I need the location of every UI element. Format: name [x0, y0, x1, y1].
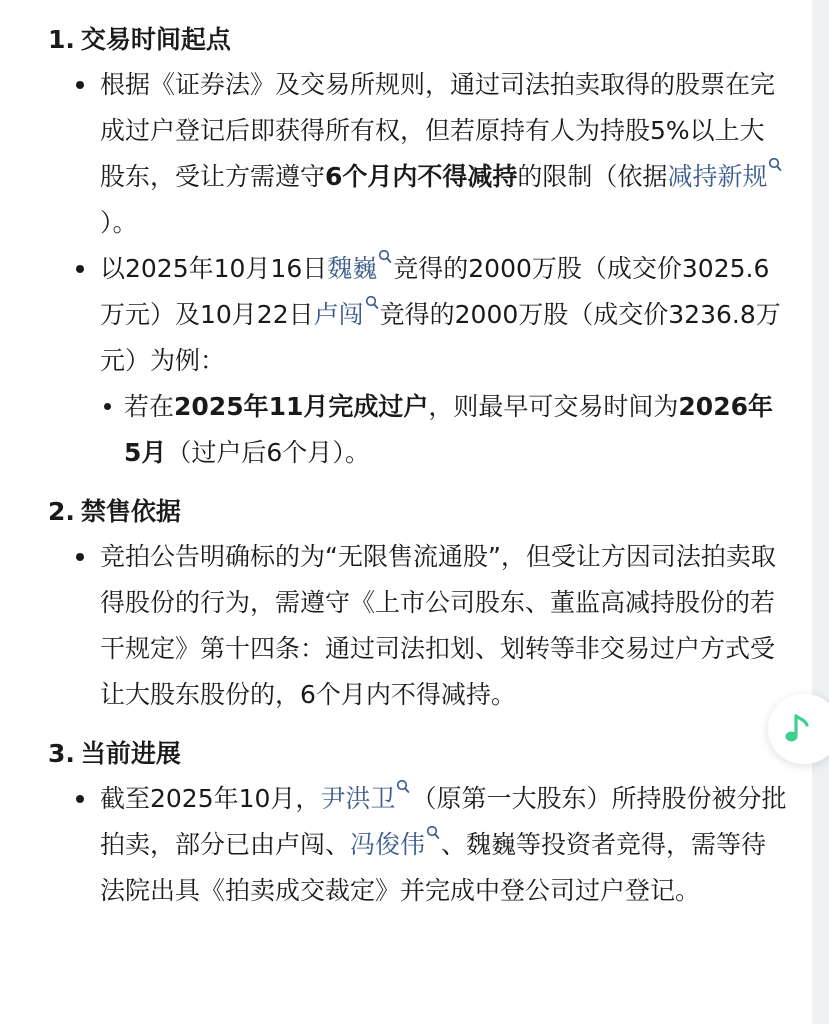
bullet-list [48, 534, 788, 718]
section-title: 交易时间起点 [80, 25, 231, 54]
text-run: ）。 [100, 208, 138, 237]
search-link-luchuang[interactable]: 卢闯 [313, 300, 364, 329]
bold-text: 2026年5月 [124, 392, 773, 467]
magnifier-icon[interactable] [395, 779, 411, 797]
section-number: 3. [48, 739, 75, 768]
sub-bullet-list [100, 384, 788, 476]
text-run: 竞得的2000万股（成交价3236.8万元）为例： [100, 300, 781, 375]
search-link-yinhongwei[interactable]: 尹洪卫 [320, 784, 396, 813]
bullet-dot [76, 265, 84, 273]
section-2 [48, 490, 788, 718]
text-run: 截至2025年10月， [100, 784, 321, 813]
bullet-list [48, 62, 788, 476]
section-heading [48, 490, 788, 534]
text-run: 竞得的2000万股（成交价3025.6万元）及10月22日 [100, 254, 770, 329]
music-note-icon [783, 712, 813, 746]
list-item [48, 246, 788, 476]
magnifier-icon[interactable] [425, 825, 441, 843]
answer-content [48, 18, 788, 928]
text-run: 若在 [124, 392, 175, 421]
magnifier-icon[interactable] [377, 249, 393, 267]
search-link-weiwei[interactable]: 魏巍 [327, 254, 378, 283]
list-item [48, 534, 788, 718]
bullet-dot [104, 403, 111, 410]
list-item [48, 62, 788, 246]
text-run: （过户后6个月）。 [166, 438, 370, 467]
text-run: 、魏巍等投资者竞得，需等待法院出具《拍卖成交裁定》并完成中登公司过户登记。 [100, 830, 767, 905]
section-heading [48, 732, 788, 776]
search-link-fengjunwei[interactable]: 冯俊伟 [350, 830, 426, 859]
bullet-list [48, 776, 788, 914]
section-number: 1. [48, 25, 75, 54]
text-run: 竞拍公告明确标的为“无限售流通股”，但受让方因司法拍卖取得股份的行为，需遵守《上市公司股东、董监高减持股份的若干规定》第十四条：通过司法扣划、划转等非交易过户方式受让大股东股份的，6个月内不得减持。 [100, 542, 776, 709]
search-link-jianchi-xingui[interactable]: 减持新规 [667, 162, 768, 191]
text-run: 的限制（依据 [517, 162, 668, 191]
list-item [48, 776, 788, 914]
section-heading [48, 18, 788, 62]
bold-text: 2025年11月完成过户 [174, 392, 429, 421]
section-title: 禁售依据 [80, 497, 181, 526]
section-title: 当前进展 [80, 739, 181, 768]
bullet-dot [76, 81, 84, 89]
text-run: 以2025年10月16日 [100, 254, 328, 283]
bold-text: 6个月内不得减持 [325, 162, 518, 191]
bullet-dot [76, 795, 84, 803]
magnifier-icon[interactable] [767, 157, 783, 175]
magnifier-icon[interactable] [364, 295, 380, 313]
section-1 [48, 18, 788, 476]
text-run: ，则最早可交易时间为 [428, 392, 679, 421]
section-number: 2. [48, 497, 75, 526]
section-3 [48, 732, 788, 914]
text-run: 根据《证券法》及交易所规则，通过司法拍卖取得的股票在完成过户登记后即获得所有权，但若原持有人为持股5%以上大股东，受让方需遵守 [100, 70, 776, 191]
text-run: （原第一大股东）所持股份被分批拍卖，部分已由卢闯、 [100, 784, 787, 859]
bullet-dot [76, 553, 84, 561]
sub-list-item [48, 384, 788, 476]
floating-music-button[interactable] [768, 694, 829, 764]
